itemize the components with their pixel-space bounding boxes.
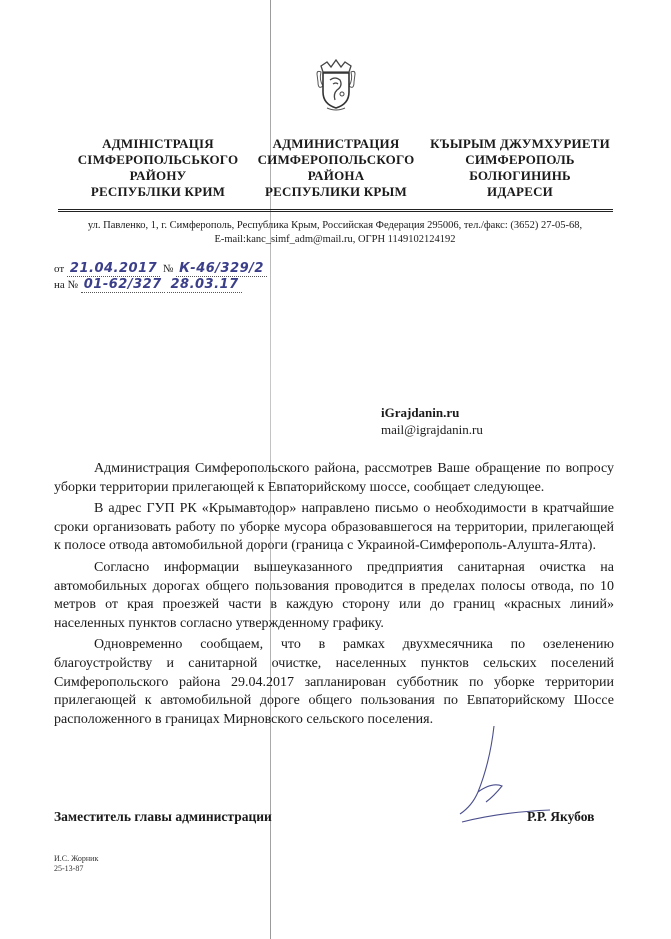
header-ua-line: РЕСПУБЛІКИ КРИМ xyxy=(90,184,226,199)
signatory-name: Р.Р. Якубов xyxy=(527,809,595,824)
signatory-title: Заместитель главы администрации xyxy=(54,809,272,824)
number-prefix: № xyxy=(162,263,174,275)
from-prefix: от xyxy=(54,263,65,275)
header-ru-line: АДМИНИСТРАЦИЯ xyxy=(272,136,400,151)
header-crimean-tatar xyxy=(420,136,620,200)
addressee-block xyxy=(381,404,483,438)
body-paragraph: Одновременно сообщаем, что в рамках двухмесячника по озеленению благоустройству и санитарной очистке, населенных пунктов сельских поселений Симферопольского района 29.04.2017 запланирован субботник по уборке территории прилегающей к автомобильной дороге общего пользования по Евпаторийскому Шоссе расположенного в границах Мирновского сельского поселения. xyxy=(54,637,614,727)
header-crh-line: ИДАРЕСИ xyxy=(487,184,553,199)
outgoing-number: К-46/329/2 xyxy=(176,261,267,277)
reference-number: 01-62/327 xyxy=(81,277,165,293)
body-paragraph: Согласно информации вышеуказанного предприятия санитарная очистка на автомобильных дорогах общего пользования проводится в пределах полосы отвода, по 10 метров от края проезжей части в каждую сторону или до границ «красных линий» населенных пунктов согласно утвержденному графику. xyxy=(54,559,614,631)
executor-phone: 25-13-87 xyxy=(54,864,84,873)
letter-body xyxy=(54,460,614,732)
reference-registration xyxy=(54,278,242,292)
header-divider xyxy=(58,211,613,212)
contact-line: E-mail:kanc_simf_adm@mail.ru, ОГРН 1149102124192 xyxy=(214,234,456,245)
executor-block xyxy=(54,854,98,874)
crimea-coat-of-arms-icon xyxy=(313,58,359,112)
header-ru-line: СИМФЕРОПОЛЬСКОГО xyxy=(257,152,415,167)
header-ua-line: СІМФЕРОПОЛЬСЬКОГО xyxy=(77,152,239,167)
header-ru-line: РАЙОНА xyxy=(307,168,365,183)
outgoing-registration xyxy=(54,262,267,276)
addressee-name: iGrajdanin.ru xyxy=(381,405,460,420)
body-paragraph: Администрация Симферопольского района, рассмотрев Ваше обращение по вопросу уборки территории прилегающей к Евпаторийскому шоссе, сообщает следующее. xyxy=(54,461,614,495)
header-ua-line: РАЙОНУ xyxy=(129,168,187,183)
header-divider xyxy=(58,209,613,210)
addressee-email: mail@igrajdanin.ru xyxy=(381,422,483,437)
reference-prefix: на № xyxy=(54,279,79,291)
header-ru-line: РЕСПУБЛИКИ КРЫМ xyxy=(265,184,407,199)
header-ukrainian xyxy=(58,136,258,200)
header-ua-line: АДМІНІСТРАЦІЯ xyxy=(102,136,214,151)
outgoing-date: 21.04.2017 xyxy=(67,261,160,277)
header-crh-line: БОЛЮГИНИНЬ xyxy=(469,168,571,183)
header-crh-line: КЪЫРЫМ ДЖУМХУРИЕТИ xyxy=(430,136,610,151)
body-paragraph: В адрес ГУП РК «Крымавтодор» направлено письмо о необходимости в кратчайшие сроки организовать работу по уборке мусора образовавшегося на территории, прилегающей к полосе отвода автомобильной дороги (граница с Украиной-Симферополь-Алушта-Ялта). xyxy=(54,501,614,554)
reference-date: 28.03.17 xyxy=(167,277,241,293)
executor-name: И.С. Жорник xyxy=(54,854,99,863)
header-russian xyxy=(236,136,436,200)
header-crh-line: СИМФЕРОПОЛЬ xyxy=(465,152,575,167)
address-line: ул. Павленко, 1, г. Симферополь, Республика Крым, Российская Федерация 295006, тел./факс: (3652) 27-05-68, xyxy=(87,220,583,231)
